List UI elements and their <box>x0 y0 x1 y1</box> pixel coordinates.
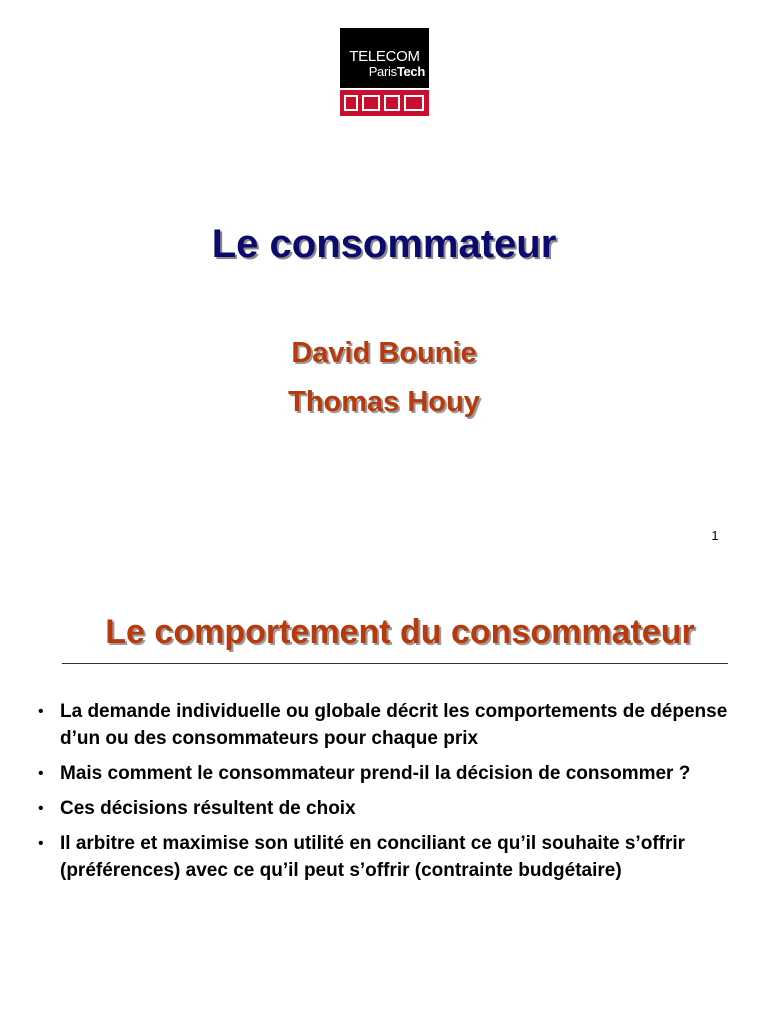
bullet-icon: • <box>38 800 44 817</box>
title-divider <box>62 663 728 664</box>
logo-text-paristech <box>369 65 425 79</box>
slide-title: Le comportement du consommateur <box>105 613 695 651</box>
bullet-text: Ces décisions résultent de choix <box>60 798 356 819</box>
author-name: Thomas Houy <box>288 386 480 418</box>
bullet-icon: • <box>38 765 44 782</box>
slide-2 <box>0 585 768 1024</box>
presentation-title: Le consommateur <box>211 222 557 266</box>
page-number: 1 <box>711 528 719 543</box>
bullet-text: La demande individuelle ou globale décrit les comportements de dépense d’un ou des consommateurs pour chaque prix <box>60 701 728 749</box>
bullet-item <box>38 698 738 752</box>
logo-text-tech: Tech <box>396 64 425 79</box>
bullet-text: Mais comment le consommateur prend-il la décision de consommer ? <box>60 763 691 784</box>
bullet-text: Il arbitre et maximise son utilité en conciliant ce qu’il souhaite s’offrir (préférences) avec ce qu’il peut s’offrir (contrainte budgétaire) <box>60 833 686 881</box>
bullet-item <box>38 760 738 787</box>
logo-text-telecom: TELECOM <box>349 48 420 65</box>
bullet-icon: • <box>38 703 44 720</box>
logo-text-paris: Paris <box>368 64 397 79</box>
author-name: David Bounie <box>291 337 477 369</box>
bullet-item <box>38 830 738 884</box>
logo-red-band-icon <box>340 90 429 116</box>
bullet-icon: • <box>38 835 44 852</box>
bullet-item <box>38 795 738 822</box>
telecom-paristech-logo <box>340 28 429 116</box>
logo-black-block <box>340 28 429 88</box>
bullet-list <box>38 698 738 892</box>
